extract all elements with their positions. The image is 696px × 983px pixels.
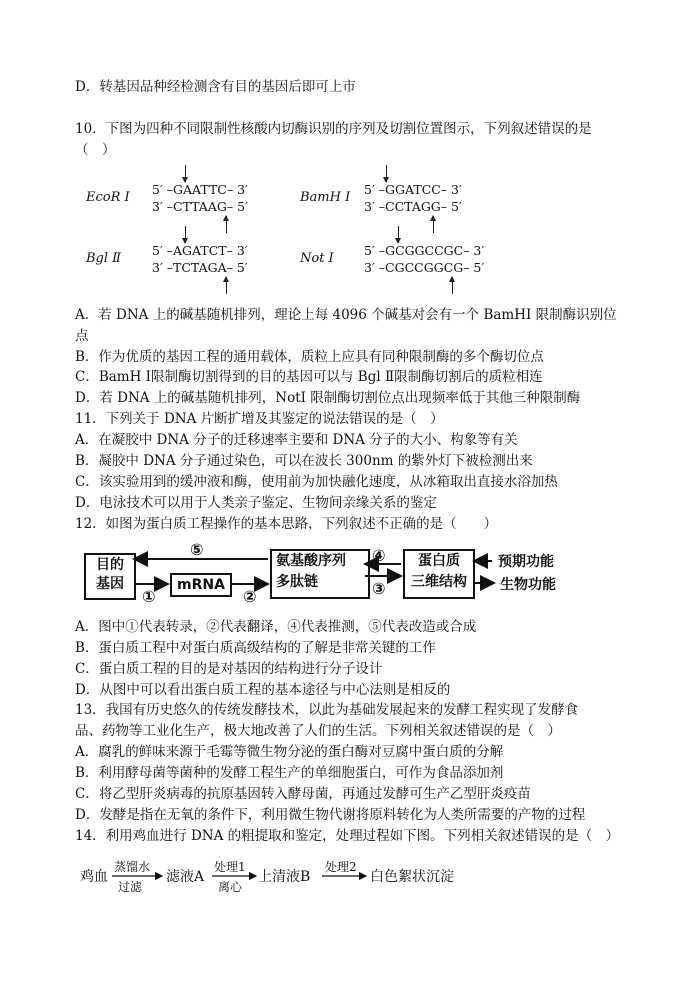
treatment-2-label: 处理2 — [325, 860, 357, 874]
q13-option-d: D．发酵是指在无氧的条件下，利用微生物代谢将原料转化为人类所需要的产物的过程 — [75, 807, 586, 823]
q10-option-a-cont: 点 — [75, 328, 89, 344]
step-1-marker: ① — [142, 587, 156, 606]
step-4-marker: ④ — [372, 546, 386, 565]
cut-arrow-down-icon — [185, 226, 186, 243]
step-5-marker: ⑤ — [190, 540, 204, 559]
supernatant-b-label: 上清液B — [258, 869, 311, 885]
q9-option-d: D．转基因品种经检测含有目的基因后即可上市 — [75, 79, 356, 95]
q11-stem: 11．下列关于 DNA 片断扩增及其鉴定的说法错误的是（ ） — [75, 411, 444, 427]
q11-option-a: A．在凝胶中 DNA 分子的迁移速率主要和 DNA 分子的大小、构象等有关 — [75, 432, 518, 448]
cut-arrow-down-icon — [386, 165, 387, 182]
enzyme-name-bglii: Bgl Ⅱ — [86, 251, 122, 266]
noti-top-strand: 5′ –GCGGCCGC– 3′ — [364, 243, 485, 258]
polypeptide-label: 多肽链 — [276, 574, 318, 590]
q11-option-c: C．该实验用到的缓冲液和酶，使用前为加快融化速度，从冰箱取出直接水浴加热 — [75, 474, 558, 490]
enzyme-name-ecori: EcoR Ⅰ — [86, 190, 130, 205]
q10-option-d: D．若 DNA 上的碱基随机排列，NotI 限制酶切割位点出现频率低于其他三种限制酶 — [75, 390, 581, 406]
noti-bottom-strand: 3′ –CGCCGGCG– 5′ — [364, 260, 485, 275]
target-gene-label: 目的 — [96, 557, 124, 573]
centrifuge-label: 离心 — [218, 880, 243, 894]
filter-label: 过滤 — [118, 880, 143, 894]
q13-option-c: C．将乙型肝炎病毒的抗原基因转入酵母菌，再通过发酵可生产乙型肝炎疫苗 — [75, 786, 531, 802]
structure-label: 三维结构 — [411, 574, 467, 590]
cut-arrow-down-icon — [398, 226, 399, 243]
q12-stem: 12．如图为蛋白质工程操作的基本思路，下列叙述不正确的是（ ） — [75, 516, 498, 532]
chicken-blood-label: 鸡血 — [80, 869, 108, 885]
enzyme-name-noti: Not Ⅰ — [300, 251, 334, 266]
q13-option-a: A．腐乳的鲜味来源于毛霉等微生物分泌的蛋白酶对豆腐中蛋白质的分解 — [75, 744, 504, 760]
q14-stem: 14．利用鸡血进行 DNA 的粗提取和鉴定，处理过程如下图。下列相关叙述错误的是（ ） — [75, 828, 620, 844]
cut-arrow-up-icon — [433, 216, 434, 233]
cut-arrow-up-icon — [226, 277, 227, 294]
target-gene-label-line2: 基因 — [96, 576, 124, 592]
q13-stem-cont: 品、药物等工业化生产，极大地改善了人们的生活。下列相关叙述错误的是（ ） — [75, 723, 561, 739]
protein-structure-box — [403, 549, 475, 599]
q10-stem-paren: （ ） — [75, 142, 116, 158]
mrna-box — [170, 573, 232, 597]
expected-function-label: 预期功能 — [498, 554, 554, 570]
q12-option-d: D．从图中可以看出蛋白质工程的基本途径与中心法则是相反的 — [75, 682, 451, 698]
mrna-label: mRNA — [177, 577, 225, 593]
q11-option-b: B．凝胶中 DNA 分子通过染色，可以在波长 300nm 的紫外灯下被检测出来 — [75, 453, 533, 469]
q10-option-b: B．作为优质的基因工程的通用载体，质粒上应具有同种限制酶的多个酶切位点 — [75, 349, 544, 365]
enzyme-name-bamhi: BamH Ⅰ — [300, 190, 351, 205]
step-3-marker: ③ — [372, 579, 386, 598]
bamhi-bottom-strand: 3′ –CCTAGG– 5′ — [364, 199, 462, 214]
q13-stem: 13．我国有历史悠久的传统发酵技术，以此为基础发展起来的发酵工程实现了发酵食 — [75, 702, 579, 718]
white-precipitate-label: 白色絮状沉淀 — [370, 869, 454, 885]
amino-acid-box — [270, 549, 370, 599]
amino-acid-label: 氨基酸序列 — [276, 553, 346, 569]
q12-option-a: A．图中①代表转录，②代表翻译，④代表推测，⑤代表改造或合成 — [75, 619, 477, 635]
ecori-top-strand: 5′ –GAATTC– 3′ — [152, 182, 248, 197]
distilled-water-label: 蒸馏水 — [114, 860, 151, 874]
ecori-bottom-strand: 3′ –CTTAAG– 5′ — [152, 199, 248, 214]
bglii-bottom-strand: 3′ –TCTAGA– 5′ — [152, 260, 248, 275]
protein-label: 蛋白质 — [418, 553, 460, 569]
target-gene-box — [84, 553, 136, 600]
bamhi-top-strand: 5′ –GGATCC– 3′ — [364, 182, 462, 197]
q13-option-b: B．利用酵母菌等菌种的发酵工程生产的单细胞蛋白，可作为食品添加剂 — [75, 765, 504, 781]
q10-option-a: A．若 DNA 上的碱基随机排列，理论上每 4096 个碱基对会有一个 BamHI 限制酶识别位 — [75, 307, 617, 323]
treatment-1-label: 处理1 — [214, 860, 246, 874]
q10-option-c: C．BamH Ⅰ限制酶切割得到的目的基因可以与 Bgl Ⅱ限制酶切割后的质粒相连 — [75, 369, 543, 385]
q10-stem: 10．下图为四种不同限制性核酸内切酶识别的序列及切割位置图示，下列叙述错误的是 — [75, 121, 592, 137]
biological-function-label: 生物功能 — [500, 577, 556, 593]
q12-option-c: C．蛋白质工程的目的是对基因的结构进行分子设计 — [75, 661, 383, 677]
filtrate-a-label: 滤液A — [166, 869, 205, 885]
step-2-marker: ② — [243, 587, 257, 606]
cut-arrow-up-icon — [452, 277, 453, 294]
q11-option-d: D．电泳技术可以用于人类亲子鉴定、生物间亲缘关系的鉴定 — [75, 495, 437, 511]
cut-arrow-down-icon — [185, 165, 186, 182]
q12-option-b: B．蛋白质工程中对蛋白质高级结构的了解是非常关键的工作 — [75, 640, 436, 656]
bglii-top-strand: 5′ –AGATCT– 3′ — [152, 243, 248, 258]
cut-arrow-up-icon — [226, 216, 227, 233]
